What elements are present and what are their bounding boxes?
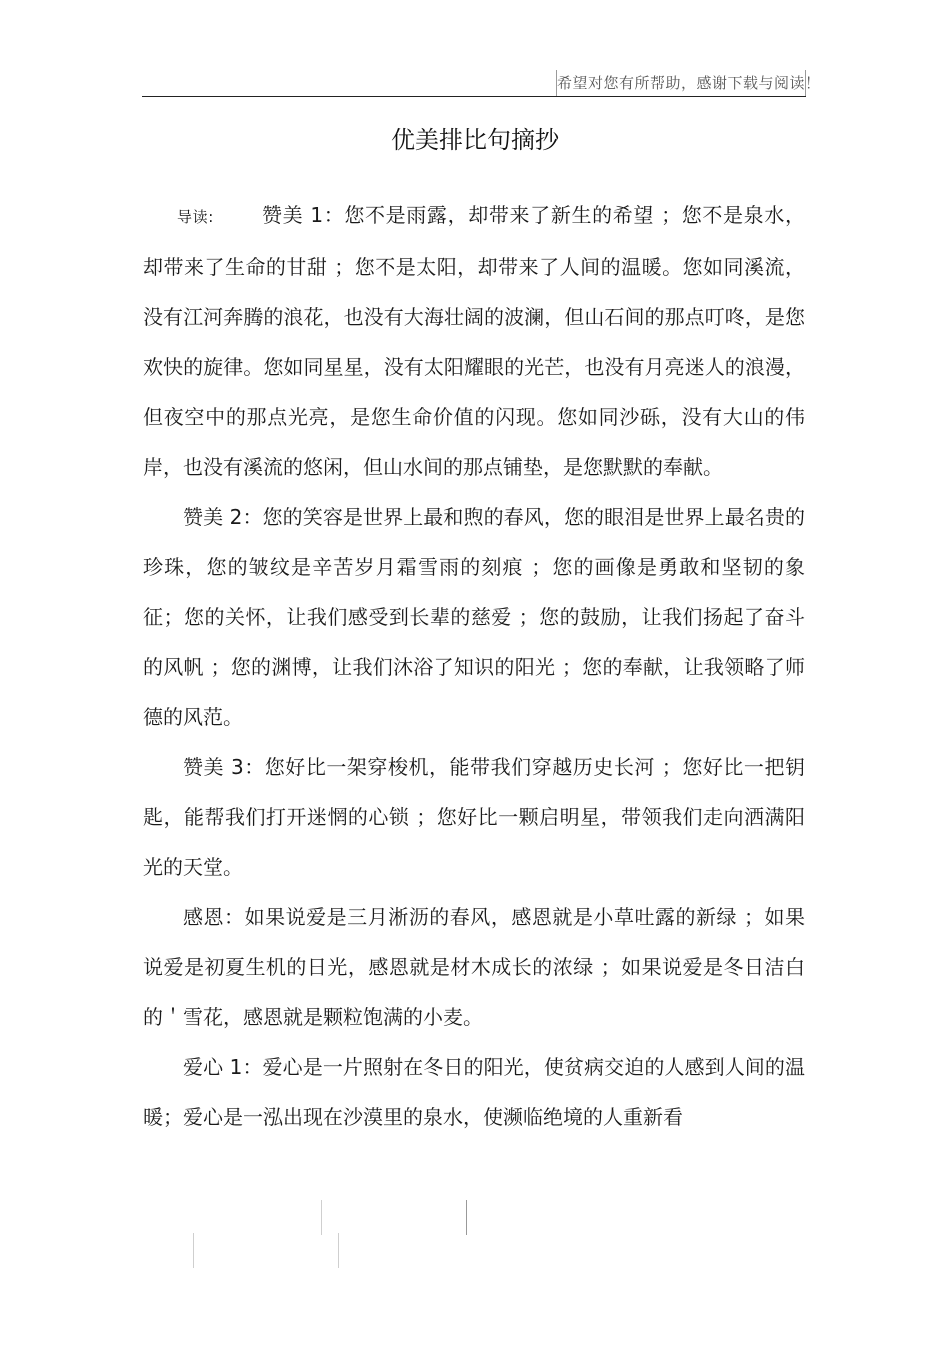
paragraph-2: 赞美 2：您的笑容是世界上最和煦的春风，您的眼泪是世界上最名贵的珍珠，您的皱纹是辛苦岁月霜雪雨的刻痕 ；您的画像是勇敢和坚韧的象征；您的关怀，让我们感受到长辈的慈爱 ；您的鼓励，让我们扬起了奋斗的风帆 ；您的渊博，让我们沐浴了知识的阳光 ；您的奉献，让我领略了师德的风范。 (143, 505, 805, 729)
paragraph-3: 赞美 3：您好比一架穿梭机，能带我们穿越历史长河 ；您好比一把钥匙，能帮我们打开迷惘的心锁 ；您好比一颗启明星，带领我们走向洒满阳光的天堂。 (143, 755, 805, 879)
scan-mark (321, 1200, 322, 1235)
document-body (143, 190, 805, 1142)
paragraph-4: 感恩：如果说爱是三月淅沥的春风，感恩就是小草吐露的新绿 ；如果说爱是初夏生机的日光，感恩就是材木成长的浓绿 ；如果说爱是冬日洁白的＇雪花，感恩就是颗粒饱满的小麦。 (143, 905, 805, 1029)
paragraph-1 (143, 190, 805, 492)
header-rule (142, 96, 806, 97)
header-note: 希望对您有所帮助，感谢下载与阅读！ (556, 70, 806, 96)
lead-label: 导读: (177, 208, 214, 226)
scan-mark (466, 1200, 467, 1235)
paragraph-1-text: 赞美 1：您不是雨露，却带来了新生的希望 ；您不是泉水，却带来了生命的甘甜 ；您不是太阳，却带来了人间的温暖。您如同溪流，没有江河奔腾的浪花，也没有大海壮阔的波澜，但山石间的那点叮咚，是您欢快的旋律。您如同星星，没有太阳耀眼的光芒，也没有月亮迷人的浪漫，但夜空中的那点光亮，是您生命价值的闪现。您如同沙砾，没有大山的伟岸，也没有溪流的悠闲，但山水间的那点铺垫，是您默默的奉献。 (143, 203, 805, 479)
scan-mark (193, 1233, 194, 1268)
scan-mark (338, 1233, 339, 1268)
paragraph-5: 爱心 1：爱心是一片照射在冬日的阳光，使贫病交迫的人感到人间的温暖；爱心是一泓出现在沙漠里的泉水，使濒临绝境的人重新看 (143, 1055, 805, 1129)
document-title: 优美排比句摘抄 (391, 126, 559, 154)
